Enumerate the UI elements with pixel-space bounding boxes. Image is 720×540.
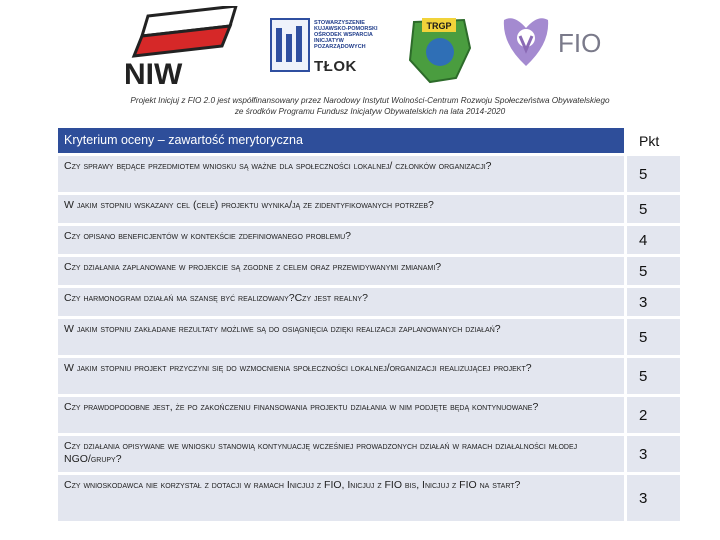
table-row bbox=[58, 358, 680, 394]
criterion-points: 5 bbox=[627, 156, 680, 192]
criterion-points: 5 bbox=[627, 195, 680, 223]
niw-logo bbox=[118, 6, 246, 88]
criterion-points: 5 bbox=[627, 257, 680, 285]
criterion-text: Czy działania opisywane we wniosku stanowią kontynuację wcześniej prowadzonych działań w ramach działalności młodej NGO/grupy? bbox=[58, 436, 624, 472]
criterion-text: W jakim stopniu zakładane rezultaty możliwe są do osiągnięcia dzięki realizacji zaplanowanych działań? bbox=[58, 319, 624, 355]
tlok-logo-title: TŁOK bbox=[314, 58, 357, 75]
tlok-emblem bbox=[270, 18, 310, 72]
table-row bbox=[58, 257, 680, 285]
criterion-points: 3 bbox=[627, 475, 680, 521]
header-points: Pkt bbox=[627, 128, 680, 153]
criterion-text: Czy harmonogram działań ma szansę być realizowany?Czy jest realny? bbox=[58, 288, 624, 316]
funding-caption-line2: ze środków Programu Fundusz Inicjatyw Obywatelskich na lata 2014-2020 bbox=[234, 106, 506, 116]
table-row bbox=[58, 195, 680, 223]
criterion-points: 3 bbox=[627, 436, 680, 472]
criterion-text: W jakim stopniu projekt przyczyni się do wzmocnienia społeczności lokalnej/organizacji realizującej projekt? bbox=[58, 358, 624, 394]
funding-caption bbox=[100, 96, 640, 117]
fio-logo bbox=[498, 10, 628, 74]
criterion-text: W jakim stopniu wskazany cel (cele) projektu wynika/ją ze zidentyfikowanych potrzeb? bbox=[58, 195, 624, 223]
table-row bbox=[58, 436, 680, 472]
criterion-text: Czy sprawy będące przedmiotem wniosku są ważne dla społeczności lokalnej/ członków organizacji? bbox=[58, 156, 624, 192]
fio-logo-text: FIO bbox=[558, 28, 602, 58]
table-row bbox=[58, 319, 680, 355]
criterion-points: 4 bbox=[627, 226, 680, 254]
table-row bbox=[58, 226, 680, 254]
funding-caption-line1: Projekt Inicjuj z FIO 2.0 jest współfinansowany przez Narodowy Instytut Wolności-Centrum Rozwoju Społeczeństwa Obywatelskiego bbox=[130, 96, 610, 105]
table-row bbox=[58, 288, 680, 316]
trgp-logo-text: TRGP bbox=[426, 21, 452, 31]
niw-logo-text: NIW bbox=[124, 58, 183, 88]
criteria-table bbox=[58, 128, 680, 524]
header-criterion: Kryterium oceny – zawartość merytoryczna bbox=[58, 128, 624, 153]
tlok-logo-subtitle: STOWARZYSZENIE KUJAWSKO-POMORSKI OŚRODEK WSPARCIA INICJATYW POZARZĄDOWYCH bbox=[314, 20, 378, 50]
table-row bbox=[58, 475, 680, 521]
trgp-logo bbox=[400, 12, 478, 88]
criterion-points: 3 bbox=[627, 288, 680, 316]
criterion-text: Czy opisano beneficjentów w kontekście zdefiniowanego problemu? bbox=[58, 226, 624, 254]
criterion-text: Czy prawdopodobne jest, że po zakończeniu finansowania projektu działania w nim podjęte będą kontynuowane? bbox=[58, 397, 624, 433]
criterion-text: Czy wnioskodawca nie korzystał z dotacji w ramach Inicjuj z FIO, Inicjuj z FIO bis, Inicjuj z FIO na start? bbox=[58, 475, 624, 521]
tlok-logo bbox=[270, 18, 380, 80]
logo-bar bbox=[0, 0, 720, 96]
criterion-points: 5 bbox=[627, 319, 680, 355]
table-header-row bbox=[58, 128, 680, 153]
table-row bbox=[58, 397, 680, 433]
criterion-points: 2 bbox=[627, 397, 680, 433]
criterion-text: Czy działania zaplanowane w projekcie są zgodne z celem oraz przewidywanymi zmianami? bbox=[58, 257, 624, 285]
table-row bbox=[58, 156, 680, 192]
criterion-points: 5 bbox=[627, 358, 680, 394]
